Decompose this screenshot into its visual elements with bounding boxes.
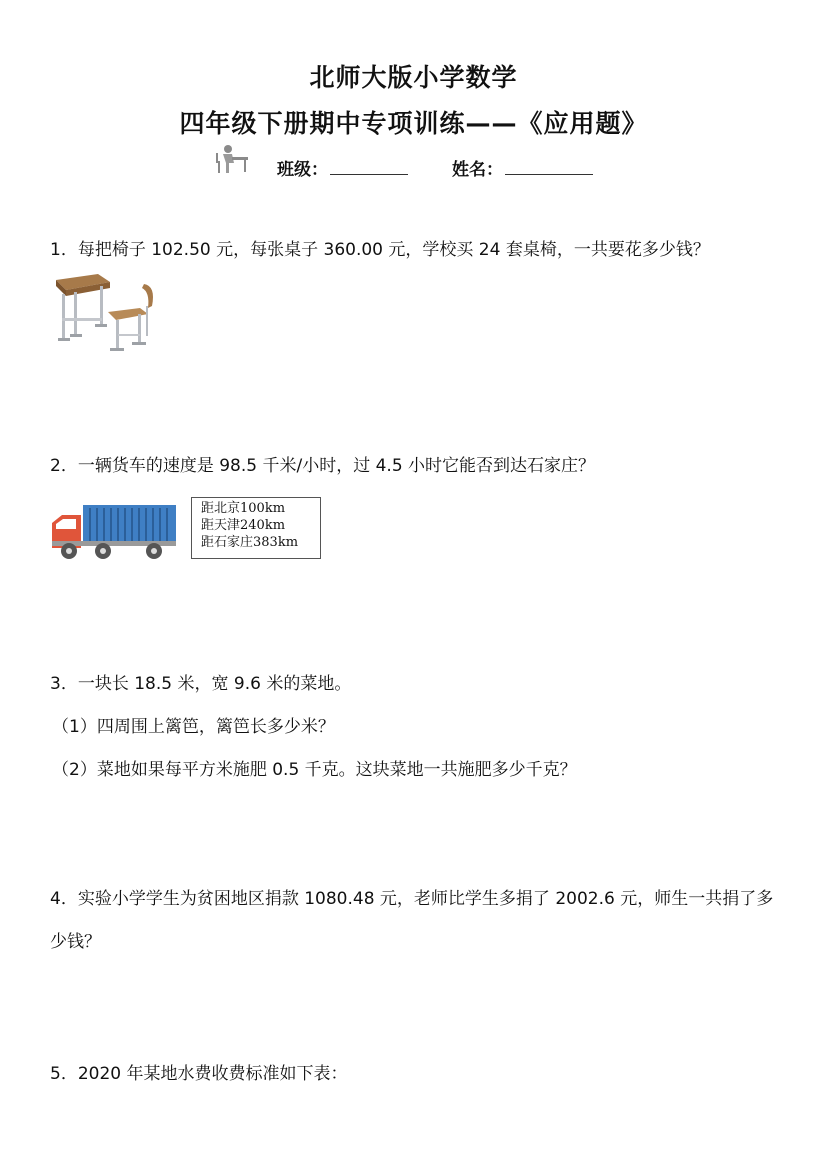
question-3-part-1: （1）四周围上篱笆，篱笆长多少米？ bbox=[52, 717, 335, 737]
name-label: 姓名： bbox=[452, 160, 503, 180]
class-blank[interactable] bbox=[330, 158, 408, 175]
question-3: 3．一块长 18.5 米，宽 9.6 米的菜地。 bbox=[50, 674, 352, 694]
class-label: 班级： bbox=[277, 160, 328, 180]
name-blank[interactable] bbox=[505, 158, 593, 175]
question-1: 1．每把椅子 102.50 元，每张桌子 360.00 元，学校买 24 套桌椅，一共要花多少钱？ bbox=[50, 240, 710, 260]
name-field bbox=[452, 155, 593, 180]
distance-sign bbox=[191, 497, 321, 559]
truck-image bbox=[50, 503, 180, 563]
question-3-part-2: （2）菜地如果每平方米施肥 0.5 千克。这块菜地一共施肥多少千克？ bbox=[52, 760, 577, 780]
distance-beijing: 距北京100km bbox=[201, 501, 286, 516]
distance-shijiazhuang: 距石家庄383km bbox=[201, 535, 299, 550]
distance-tianjin: 距天津240km bbox=[201, 518, 286, 533]
student-desk-icon bbox=[212, 143, 252, 175]
page-subtitle: 四年级下册期中专项训练——《应用题》 bbox=[179, 109, 648, 138]
question-4: 4．实验小学学生为贫困地区捐款 1080.48 元，老师比学生多捐了 2002.6 元，师生一共捐了多少钱？ bbox=[50, 889, 774, 952]
question-2: 2．一辆货车的速度是 98.5 千米/小时，过 4.5 小时它能否到达石家庄？ bbox=[50, 456, 596, 476]
class-field bbox=[277, 155, 408, 180]
desk-chair-image bbox=[52, 270, 162, 358]
page-title: 北师大版小学数学 bbox=[309, 63, 518, 92]
question-5: 5．2020 年某地水费收费标准如下表： bbox=[50, 1064, 348, 1084]
